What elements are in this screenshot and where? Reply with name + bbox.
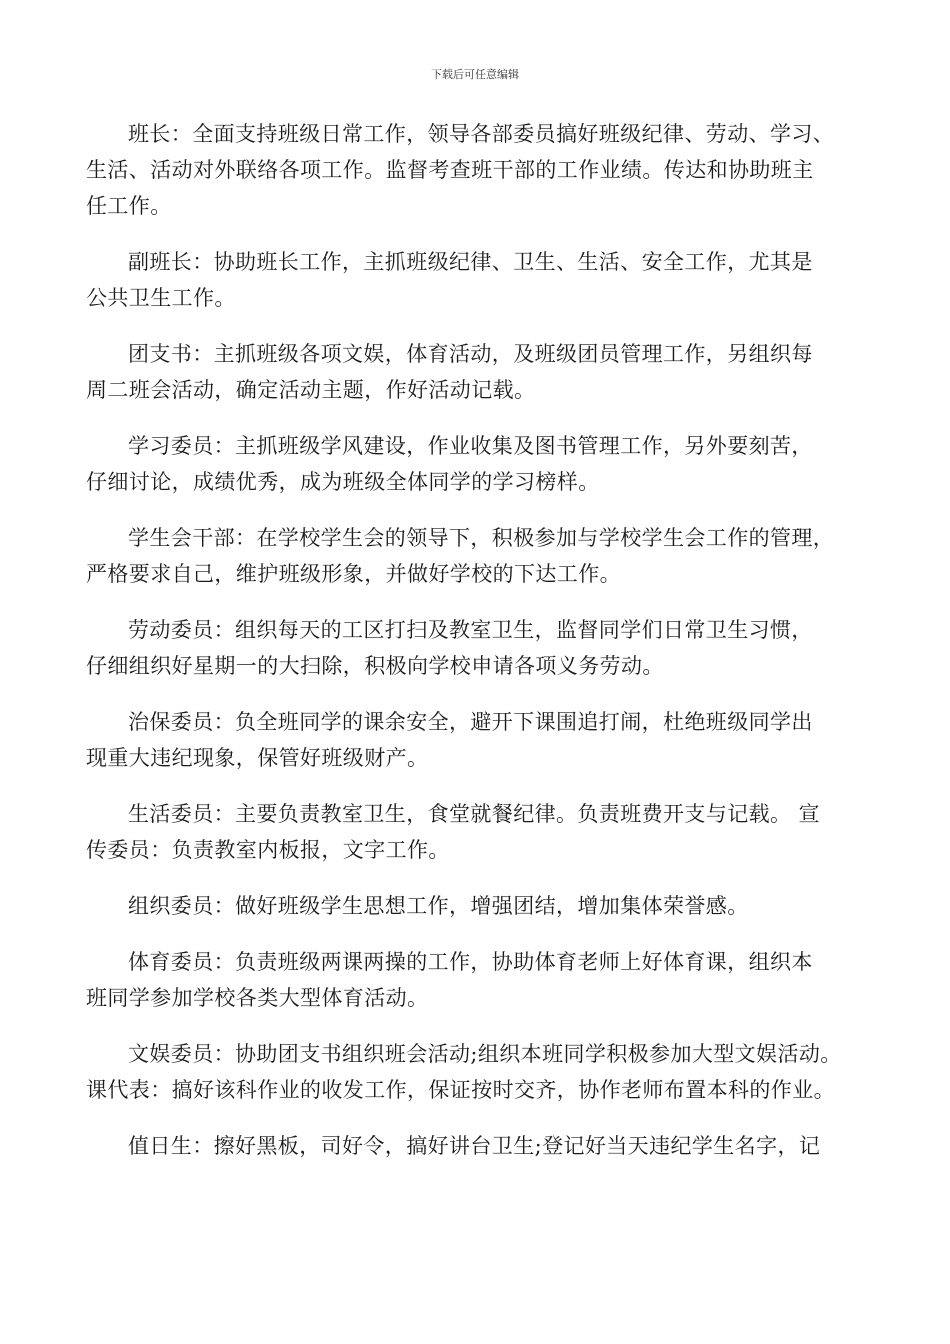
paragraph-line: 体育委员：负责班级两课两操的工作，协助体育老师上好体育课，组织本 bbox=[128, 950, 813, 974]
paragraph-line: 任工作。 bbox=[86, 194, 172, 218]
paragraph-line: 值日生：擦好黑板，司好令，搞好讲台卫生;登记好当天违纪学生名字，记 bbox=[128, 1134, 821, 1158]
paragraph-line: 课代表：搞好该科作业的收发工作，保证按时交齐，协作老师布置本科的作业。 bbox=[86, 1078, 835, 1102]
paragraph-line: 劳动委员：组织每天的工区打扫及教室卫生，监督同学们日常卫生习惯， bbox=[128, 618, 813, 642]
paragraph-line: 班同学参加学校各类大型体育活动。 bbox=[86, 986, 429, 1010]
paragraph-line: 文娱委员：协助团支书组织班会活动;组织本班同学积极参加大型文娱活动。 bbox=[128, 1042, 842, 1066]
document-body bbox=[86, 116, 876, 1184]
paragraph-line: 现重大违纪现象，保管好班级财产。 bbox=[86, 746, 429, 770]
paragraph-line: 副班长：协助班长工作，主抓班级纪律、卫生、生活、安全工作，尤其是 bbox=[128, 250, 813, 274]
paragraph-line: 团支书：主抓班级各项文娱，体育活动，及班级团员管理工作，另组织每 bbox=[128, 342, 813, 366]
paragraph-duty-student bbox=[86, 1128, 876, 1164]
paragraph-labor-committee bbox=[86, 612, 876, 684]
paragraph-student-union bbox=[86, 520, 876, 592]
paragraph-line: 治保委员：负全班同学的课余安全，避开下课围追打闹，杜绝班级同学出 bbox=[128, 710, 813, 734]
paragraph-security-committee bbox=[86, 704, 876, 776]
page-header: 下载后可任意编辑 bbox=[431, 68, 519, 81]
paragraph-vice-monitor bbox=[86, 244, 876, 316]
paragraph-study-committee bbox=[86, 428, 876, 500]
paragraph-line: 仔细讨论，成绩优秀，成为班级全体同学的学习榜样。 bbox=[86, 470, 600, 494]
paragraph-monitor bbox=[86, 116, 876, 224]
paragraph-line: 传委员：负责教室内板报，文字工作。 bbox=[86, 838, 450, 862]
paragraph-line: 生活委员：主要负责教室卫生，食堂就餐纪律。负责班费开支与记载。 宣 bbox=[128, 802, 820, 826]
paragraph-line: 组织委员：做好班级学生思想工作，增强团结，增加集体荣誉感。 bbox=[128, 894, 749, 918]
paragraph-line: 周二班会活动，确定活动主题，作好活动记载。 bbox=[86, 378, 536, 402]
paragraph-line: 学生会干部：在学校学生会的领导下，积极参加与学校学生会工作的管理， bbox=[128, 526, 835, 550]
paragraph-line: 仔细组织好星期一的大扫除，积极向学校申请各项义务劳动。 bbox=[86, 654, 664, 678]
paragraph-line: 生活、活动对外联络各项工作。监督考查班干部的工作业绩。传达和协助班主 bbox=[86, 158, 814, 182]
paragraph-line: 公共卫生工作。 bbox=[86, 286, 236, 310]
paragraph-line: 学习委员：主抓班级学风建设，作业收集及图书管理工作，另外要刻苦， bbox=[128, 434, 813, 458]
paragraph-line: 班长：全面支持班级日常工作，领导各部委员搞好班级纪律、劳动、学习、 bbox=[128, 122, 835, 146]
paragraph-line: 严格要求自己，维护班级形象，并做好学校的下达工作。 bbox=[86, 562, 621, 586]
paragraph-entertainment-committee bbox=[86, 1036, 876, 1108]
paragraph-sports-committee bbox=[86, 944, 876, 1016]
paragraph-life-committee bbox=[86, 796, 876, 868]
paragraph-organization-committee bbox=[86, 888, 876, 924]
paragraph-league-secretary bbox=[86, 336, 876, 408]
